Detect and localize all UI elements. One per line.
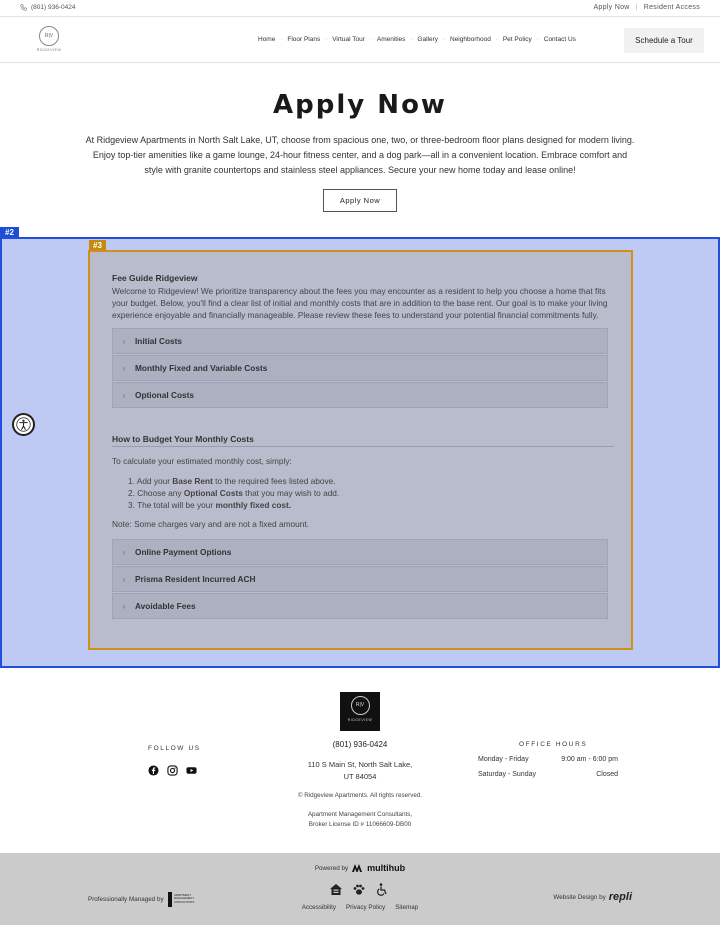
chevron-right-icon: › (122, 547, 126, 557)
footer-address[interactable] (300, 759, 420, 783)
hours-days: Saturday - Sunday (478, 771, 536, 778)
topbar-phone[interactable] (20, 4, 75, 11)
accessibility-link[interactable]: Accessibility (301, 904, 336, 911)
accordion-label: Online Payment Options (135, 547, 232, 557)
legal-links (0, 904, 720, 911)
logo-wordmark: RIDGEVIEW (36, 48, 62, 52)
hours-row (478, 756, 618, 763)
accordion-label: Optional Costs (135, 390, 195, 400)
nav-separator: · (443, 36, 445, 43)
pet-friendly-icon[interactable] (352, 883, 366, 896)
hours-row (478, 771, 618, 778)
budget-title: How to Budget Your Monthly Costs (112, 434, 254, 444)
accessibility-icon[interactable] (12, 413, 35, 436)
powered-by-label: Powered by (314, 864, 349, 872)
accordion-optional-costs[interactable] (112, 382, 608, 408)
multihub-icon (352, 864, 363, 872)
facebook-icon[interactable] (148, 763, 159, 774)
managed-by-label: Professionally Managed by (88, 895, 164, 903)
page-title: Apply Now (273, 90, 447, 120)
nav-contact-us[interactable]: Contact Us (543, 36, 576, 43)
powered-by[interactable] (0, 863, 720, 873)
repli-logo: repli (608, 891, 632, 903)
nav-separator: · (410, 36, 413, 43)
budget-intro: To calculate your estimated monthly cost, simply: (112, 456, 292, 466)
design-by-label: Website Design by (553, 893, 606, 901)
accordion-prisma-ach[interactable] (112, 566, 608, 592)
nav-gallery[interactable]: Gallery (417, 36, 438, 43)
address-line: UT 84054 (343, 772, 377, 781)
nav-separator: · (536, 36, 539, 43)
accordion-initial-costs[interactable] (112, 328, 608, 354)
multihub-logo: multihub (367, 863, 406, 873)
logo-monogram: R|V (351, 696, 370, 715)
fee-guide-title: Fee Guide Ridgeview (112, 273, 198, 283)
nav-separator: · (369, 36, 372, 43)
chevron-right-icon: › (122, 336, 126, 346)
divider (112, 446, 614, 447)
hours-time: Closed (596, 771, 618, 778)
accordion-avoidable-fees[interactable] (112, 593, 608, 619)
broker-line: Broker License ID # 11066609-DB00 (308, 821, 412, 828)
accordion-online-payment[interactable] (112, 539, 608, 565)
schedule-tour-button[interactable]: Schedule a Tour (624, 28, 704, 53)
chevron-right-icon: › (122, 390, 126, 400)
accordion-monthly-costs[interactable] (112, 355, 608, 381)
budget-note: Note: Some charges vary and are not a fixed amount. (112, 519, 309, 529)
website-design-by[interactable] (553, 891, 632, 903)
list-item: 2. Choose any Optional Costs that you may wish to add. (128, 488, 340, 498)
hours-time: 9:00 am - 6:00 pm (561, 756, 618, 763)
address-line: 110 S Main St, North Salt Lake, (307, 760, 413, 769)
broker-line: Apartment Management Consultants, (307, 811, 413, 818)
list-item: 3. The total will be your monthly fixed cost. (128, 500, 292, 510)
accordion-label: Monthly Fixed and Variable Costs (135, 363, 268, 373)
nav-separator: · (280, 36, 283, 43)
topbar-phone-number[interactable]: (801) 936-0424 (31, 4, 76, 11)
nav-amenities[interactable]: Amenities (376, 36, 406, 43)
chevron-right-icon: › (122, 363, 126, 373)
site-logo[interactable] (36, 26, 62, 56)
nav-pet-policy[interactable]: Pet Policy (502, 36, 532, 43)
footer-phone[interactable]: (801) 936-0424 (332, 740, 388, 749)
nav-home[interactable]: Home (258, 36, 276, 43)
footer-logo[interactable] (340, 692, 380, 731)
link-divider: | (635, 4, 638, 11)
nav-virtual-tour[interactable]: Virtual Tour (332, 36, 365, 43)
apply-now-link[interactable]: Apply Now (593, 4, 630, 11)
nav-separator: · (325, 36, 328, 43)
bottom-bar (0, 853, 720, 925)
office-hours-heading: OFFICE HOURS (519, 741, 588, 748)
apply-now-button[interactable]: Apply Now (323, 189, 397, 212)
logo-monogram: R|V (39, 26, 59, 46)
hero-description: At Ridgeview Apartments in North Salt Lake, UT, choose from spacious one, two, or three-bedroom floor plans designed for modern living. Enjoy top-tier amenities like a game lounge, 24-hour fitness center, and a dog park—all in a convenient location. Embrace comfort and style with granite countertops and stainless steel appliances. Secure your new home today and lease online! (85, 135, 635, 175)
top-bar (0, 0, 720, 17)
broker-info (0, 810, 720, 830)
chevron-right-icon: › (122, 574, 126, 584)
amc-logo-text: APARTMENT MANAGEMENT CONSULTANTS (173, 893, 195, 904)
phone-icon (20, 4, 27, 11)
youtube-icon[interactable] (186, 763, 197, 774)
region-tag-3: #3 (89, 240, 106, 251)
main-nav (258, 36, 576, 43)
region-tag-2: #2 (0, 227, 19, 238)
equal-housing-icon[interactable] (329, 883, 343, 896)
follow-us-heading: FOLLOW US (148, 745, 201, 752)
instagram-icon[interactable] (167, 763, 178, 774)
logo-wordmark: RIDGEVIEW (347, 718, 373, 722)
accordion-label: Initial Costs (135, 336, 183, 346)
resident-access-link[interactable]: Resident Access (643, 4, 700, 11)
nav-separator: · (495, 36, 498, 43)
nav-floor-plans[interactable]: Floor Plans (287, 36, 321, 43)
budget-steps (128, 475, 339, 511)
accordion-label: Prisma Resident Incurred ACH (135, 574, 256, 584)
nav-neighborhood[interactable]: Neighborhood (450, 36, 491, 43)
hours-days: Monday - Friday (478, 756, 529, 763)
social-links (148, 763, 197, 774)
list-item: 1. Add your Base Rent to the required fees listed above. (128, 476, 336, 486)
fee-guide-intro: Welcome to Ridgeview! We prioritize transparency about the fees you may encounter as a resident to help you choose a home that fits your budget. Below, you'll find a clear list of initial and monthly costs that are in addition to the base rent. Our goal is to make your living experience enjoyable and financially manageable. Please review these fees to understand your potential financial commitments fully. (112, 286, 608, 320)
wheelchair-icon[interactable] (375, 883, 389, 896)
topbar-links (593, 4, 700, 11)
accordion-label: Avoidable Fees (135, 601, 196, 611)
privacy-policy-link[interactable]: Privacy Policy (345, 904, 386, 911)
sitemap-link[interactable]: Sitemap (395, 904, 419, 911)
chevron-right-icon: › (122, 601, 126, 611)
legal-icons (329, 883, 389, 896)
copyright: © Ridgeview Apartments. All rights reserved. (297, 792, 423, 799)
site-header (0, 17, 720, 63)
